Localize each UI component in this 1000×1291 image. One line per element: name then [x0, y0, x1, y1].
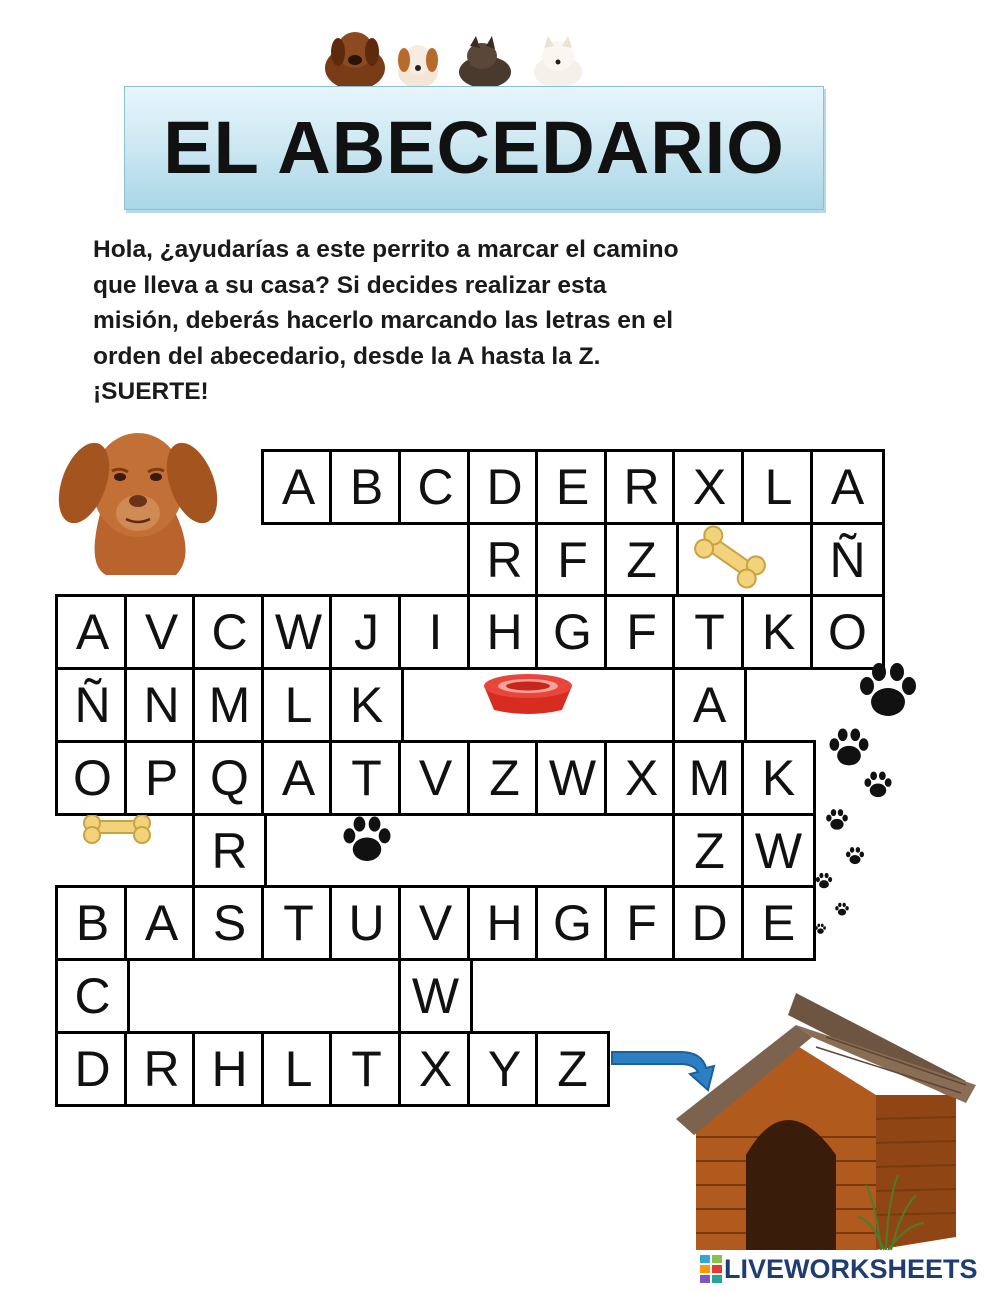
brand-logo-icon — [700, 1255, 724, 1283]
paw-print-icon — [814, 922, 827, 934]
brand-name: LIVEWORKSHEETS — [724, 1253, 978, 1284]
grid-cell[interactable]: U — [329, 885, 404, 961]
grid-cell[interactable]: A — [261, 449, 336, 525]
grid-cell[interactable]: A — [124, 885, 199, 961]
grid-cell[interactable]: W — [741, 813, 816, 889]
grid-cell[interactable]: Ñ — [55, 667, 130, 743]
bone-icon — [78, 815, 156, 845]
doghouse-icon — [676, 985, 976, 1255]
grid-cell[interactable]: B — [55, 885, 130, 961]
grid-cell[interactable]: R — [124, 1031, 199, 1107]
instructions-line: orden del abecedario, desde la A hasta la Z. — [93, 342, 601, 370]
grid-cell[interactable]: J — [329, 594, 404, 670]
grid-cell[interactable]: C — [398, 449, 473, 525]
grid-cell[interactable]: M — [672, 740, 747, 816]
grid-cell[interactable]: W — [535, 740, 610, 816]
grid-cell[interactable]: R — [192, 813, 267, 889]
grid-cell[interactable]: M — [192, 667, 267, 743]
paw-print-icon — [824, 808, 850, 832]
paw-print-icon — [834, 902, 850, 917]
grid-cell[interactable]: E — [535, 449, 610, 525]
grid-cell[interactable]: R — [604, 449, 679, 525]
grid-cell[interactable]: V — [124, 594, 199, 670]
grid-cell[interactable]: T — [672, 594, 747, 670]
grid-cell[interactable]: K — [741, 594, 816, 670]
instructions-line: Hola, ¿ayudarías a este perrito a marcar el camino — [93, 236, 679, 263]
grid-cell[interactable]: Q — [192, 740, 267, 816]
paw-print-icon — [862, 770, 894, 800]
instructions-line: ¡SUERTE! — [93, 378, 209, 405]
grid-cell[interactable]: X — [604, 740, 679, 816]
grid-cell[interactable]: W — [398, 958, 473, 1034]
grid-cell[interactable]: F — [535, 522, 610, 598]
grid-cell[interactable]: A — [810, 449, 885, 525]
grid-cell[interactable]: F — [604, 885, 679, 961]
grid-cell[interactable]: K — [329, 667, 404, 743]
grid-cell[interactable]: I — [398, 594, 473, 670]
paw-print-icon — [844, 846, 866, 866]
grid-cell[interactable]: Y — [467, 1031, 542, 1107]
grid-cell[interactable]: H — [467, 594, 542, 670]
grid-cell[interactable]: C — [192, 594, 267, 670]
grid-cell[interactable]: A — [672, 667, 747, 743]
grid-cell[interactable]: E — [741, 885, 816, 961]
brand-logo — [700, 1252, 978, 1286]
grid-cell[interactable]: G — [535, 885, 610, 961]
grid-cell[interactable]: K — [741, 740, 816, 816]
grid-cell[interactable]: L — [261, 667, 336, 743]
grid-cell[interactable]: V — [398, 740, 473, 816]
grid-cell[interactable]: L — [261, 1031, 336, 1107]
grid-cell[interactable]: A — [55, 594, 130, 670]
grid-cell[interactable]: N — [124, 667, 199, 743]
instructions-line: que lleva a su casa? Si decides realizar esta — [93, 271, 607, 299]
grid-cell[interactable]: P — [124, 740, 199, 816]
grid-cell[interactable]: R — [467, 522, 542, 598]
grid-cell[interactable]: C — [55, 958, 130, 1034]
grid-cell[interactable]: H — [467, 885, 542, 961]
grid-cell[interactable]: X — [672, 449, 747, 525]
paw-print-icon — [336, 814, 398, 866]
paw-print-icon — [826, 726, 872, 770]
grid-cell[interactable]: D — [672, 885, 747, 961]
grid-cell[interactable]: O — [55, 740, 130, 816]
paw-print-icon — [814, 872, 834, 890]
grid-cell[interactable]: V — [398, 885, 473, 961]
grid-cell[interactable]: O — [810, 594, 885, 670]
grid-cell[interactable]: Z — [535, 1031, 610, 1107]
grid-cell[interactable]: T — [329, 740, 404, 816]
grid-cell[interactable]: H — [192, 1031, 267, 1107]
grid-cell[interactable]: B — [329, 449, 404, 525]
grid-cell[interactable]: A — [261, 740, 336, 816]
grid-cell[interactable]: Ñ — [810, 522, 885, 598]
grid-cell[interactable]: Z — [604, 522, 679, 598]
grid-cell[interactable]: T — [261, 885, 336, 961]
grid-cell[interactable]: W — [261, 594, 336, 670]
grid-cell[interactable]: T — [329, 1031, 404, 1107]
paw-print-icon — [855, 660, 921, 722]
grid-cell[interactable]: D — [55, 1031, 130, 1107]
grid-cell[interactable]: Z — [672, 813, 747, 889]
page-title: EL ABECEDARIO — [163, 106, 785, 189]
grid-cell[interactable]: L — [741, 449, 816, 525]
grid-cell[interactable]: S — [192, 885, 267, 961]
grid-cell[interactable]: D — [467, 449, 542, 525]
dog-bowl-icon — [478, 668, 578, 716]
grid-cell[interactable]: G — [535, 594, 610, 670]
grid-cell[interactable]: Z — [467, 740, 542, 816]
grid-cell[interactable]: X — [398, 1031, 473, 1107]
grid-cell[interactable]: F — [604, 594, 679, 670]
bone-icon — [688, 522, 772, 592]
instructions-line: misión, deberás hacerlo marcando las letras en el — [93, 307, 674, 334]
